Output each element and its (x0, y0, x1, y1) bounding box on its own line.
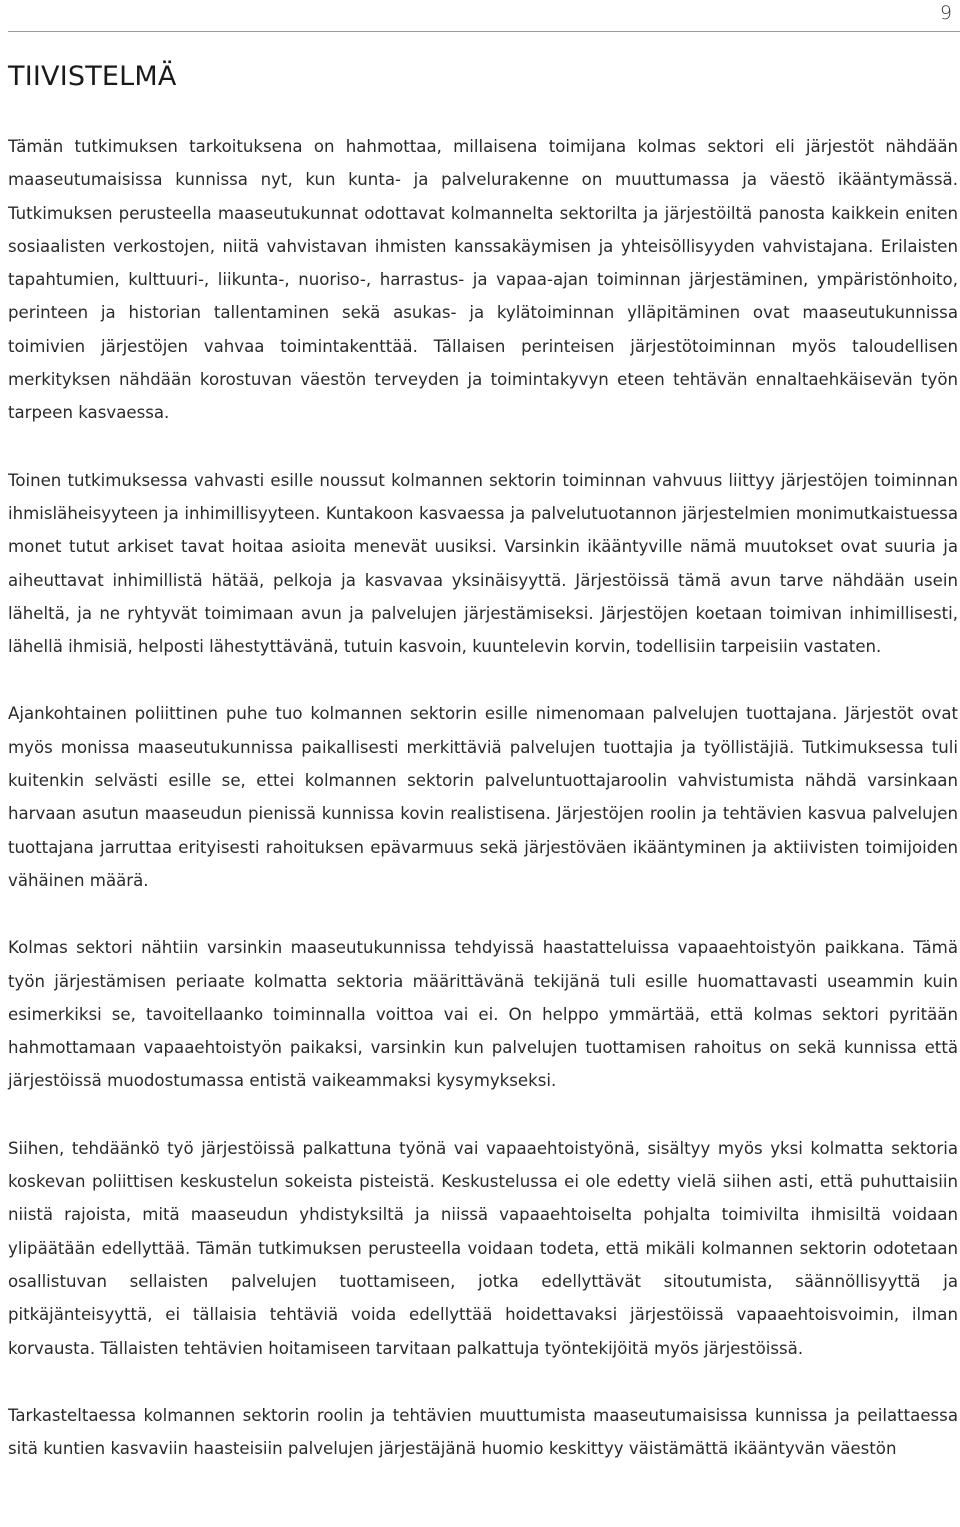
paragraph: Tarkasteltaessa kolmannen sektorin roolin ja tehtävien muuttumista maaseutumaisissa kunnissa ja peilattaessa sitä kuntien kasvaviin haasteisiin palvelujen järjestäjänä huomio keskittyy väistämättä ikääntyvän väestön (8, 1405, 958, 1459)
header-rule (8, 31, 960, 32)
page-number: 9 (939, 2, 952, 24)
paragraph: Kolmas sektori nähtiin varsinkin maaseutukunnissa tehdyissä haastatteluissa vapaaehtoistyön paikkana. Tämä työn järjestämisen periaate kolmatta sektoria määrittävänä tekijänä tuli esille huomattavasti useammin kuin esimerkiksi se, tavoitellaanko toiminnalla voittoa vai ei. On helppo ymmärtää, että kolmas sektori pyritään hahmottamaan vapaaehtoistyön paikaksi, varsinkin kun palvelujen tuottamisen rahoitus on sekä kunnissa että järjestöissä muodostumassa entistä vaikeammaksi kysymykseksi. (8, 938, 958, 1091)
paragraph: Toinen tutkimuksessa vahvasti esille noussut kolmannen sektorin toiminnan vahvuus liittyy järjestöjen toiminnan ihmisläheisyyteen ja inhimillisyyteen. Kuntakoon kasvaessa ja palvelutuotannon järjestelmien monimutkaistuessa monet tutut arkiset tavat hoitaa asioita menevät uusiksi. Varsinkin ikääntyville nämä muutokset ovat suuria ja aiheuttavat inhimillistä hätää, pelkoja ja kasvavaa yksinäisyyttä. Järjestöissä tämä avun tarve nähdään usein läheltä, ja ne ryhtyvät toimimaan avun ja palvelujen järjestämiseksi. Järjestöjen koetaan toimivan inhimillisesti, lähellä ihmisiä, helposti lähestyttävänä, tutuin kasvoin, kuuntelevin korvin, todellisiin tarpeisiin vastaten. (8, 470, 958, 657)
document-body (8, 130, 958, 1499)
paragraph: Siihen, tehdäänkö työ järjestöissä palkattuna työnä vai vapaaehtoistyönä, sisältyy myös yksi kolmatta sektoria koskevan poliittisen keskustelun sokeista pisteistä. Keskustelussa ei ole edetty vielä siihen asti, että puhuttaisiin niistä rajoista, mitä maaseudun yhdistyksiltä ja niissä vapaaehtoiselta pohjalta toimivilta ihmisiltä voidaan ylipäätään edellyttää. Tämän tutkimuksen perusteella voidaan todeta, että mikäli kolmannen sektorin odotetaan osallistuvan sellaisten palvelujen tuottamiseen, jotka edellyttävät sitoutumista, säännöllisyyttä ja pitkäjänteisyyttä, ei tällaisia tehtäviä voida edellyttää hoidettavaksi järjestöissä vapaaehtoisvoimin, ilman korvausta. Tällaisten tehtävien hoitamiseen tarvitaan palkattuja työntekijöitä myös järjestöissä. (8, 1138, 958, 1358)
page-title: TIIVISTELMÄ (8, 61, 177, 92)
paragraph: Ajankohtainen poliittinen puhe tuo kolmannen sektorin esille nimenomaan palvelujen tuottajana. Järjestöt ovat myös monissa maaseutukunnissa paikallisesti merkittäviä palvelujen tuottajia ja työllistäjiä. Tutkimuksessa tuli kuitenkin selvästi esille se, ettei kolmannen sektorin palveluntuottajaroolin vahvistumista nähdä varsinkaan harvaan asutun maaseudun pienissä kunnissa kovin realistisena. Järjestöjen roolin ja tehtävien kasvua palvelujen tuottajana jarruttaa erityisesti rahoituksen epävarmuus sekä järjestöväen ikääntyminen ja aktiivisten toimijoiden vähäinen määrä. (8, 704, 958, 890)
paragraph: Tämän tutkimuksen tarkoituksena on hahmottaa, millaisena toimijana kolmas sektori eli järjestöt nähdään maaseutumaisissa kunnissa nyt, kun kunta- ja palvelurakenne on muuttumassa ja väestö ikääntymässä. Tutkimuksen perusteella maaseutukunnat odottavat kolmannelta sektorilta ja järjestöiltä panosta kaikkein eniten sosiaalisten verkostojen, niitä vahvistavan ihmisten kanssakäymisen ja yhteisöllisyyden vahvistajana. Erilaisten tapahtumien, kulttuuri-, liikunta-, nuoriso-, harrastus- ja vapaa-ajan toiminnan järjestäminen, ympäristönhoito, perinteen ja historian tallentaminen sekä asukas- ja kylätoiminnan ylläpitäminen ovat maaseutukunnissa toimivien järjestöjen vahvaa toimintakenttää. Tällaisen perinteisen järjestötoiminnan myös taloudellisen merkityksen nähdään korostuvan väestön terveyden ja toimintakyvyn eteen tehtävän ennaltaehkäisevän työn tarpeen kasvaessa. (8, 137, 958, 423)
